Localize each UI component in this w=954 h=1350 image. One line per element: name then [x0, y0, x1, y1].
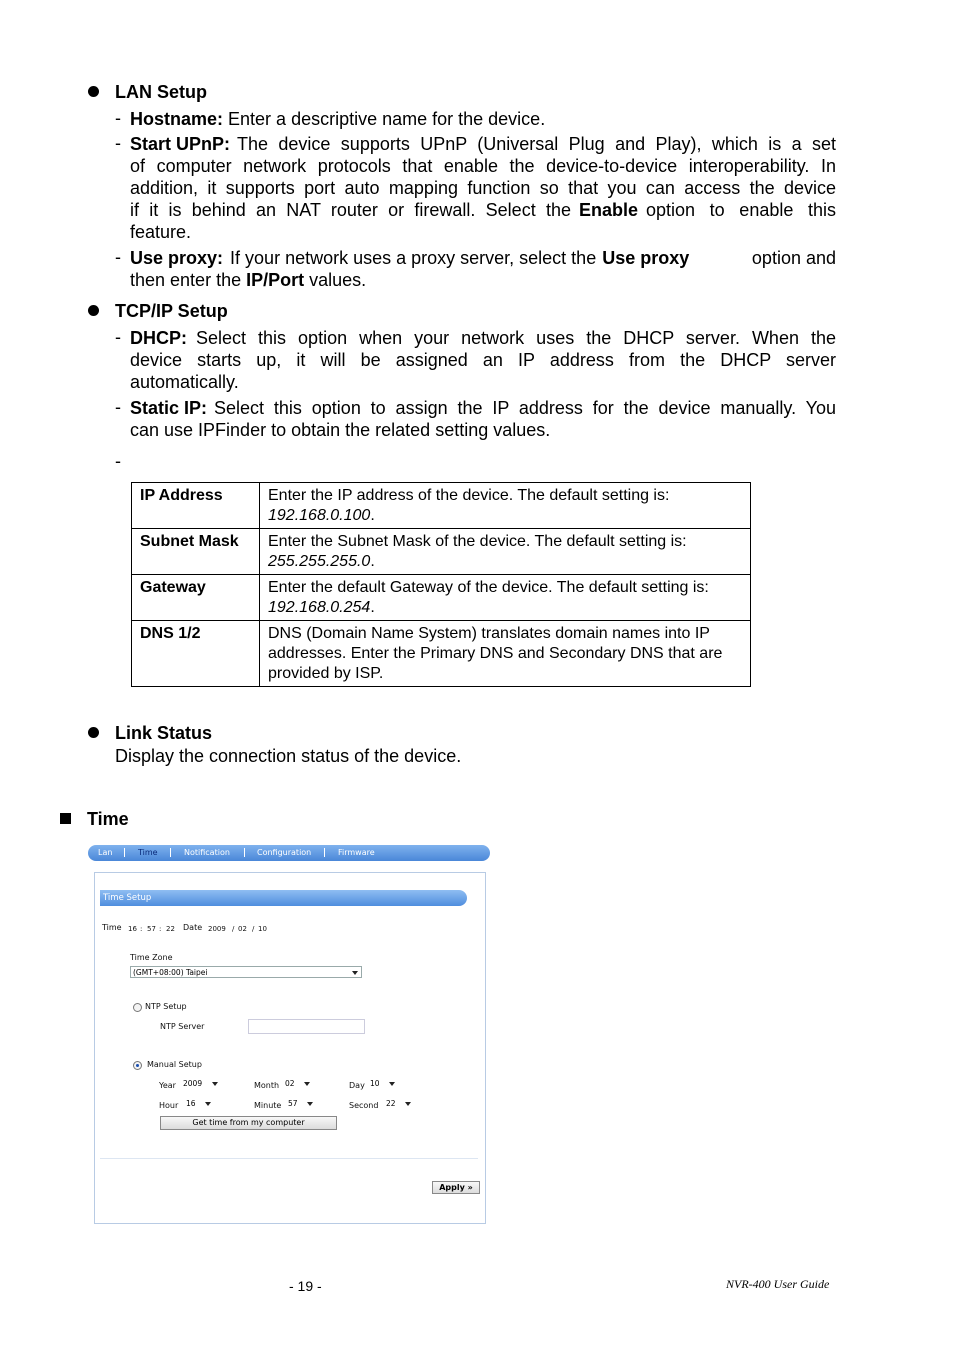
time-zone-label: Time Zone — [130, 953, 173, 962]
time-hour: 16 — [128, 925, 137, 933]
tab-lan[interactable]: Lan — [98, 848, 113, 857]
date-sep: / — [232, 925, 235, 933]
proxy-ipport-word: IP/Port — [246, 270, 305, 290]
proxy-item — [130, 247, 836, 291]
dhcp-line2: device starts up, it will be assigned an IP address from the DHCP server — [130, 350, 836, 370]
panel-title: Time Setup — [100, 890, 467, 906]
table-desc-text: Enter the IP address of the device. The default setting is: — [268, 487, 670, 504]
table-default-value: 192.168.0.254 — [268, 599, 371, 616]
ntp-setup-radio[interactable] — [133, 1003, 142, 1012]
lan-setup-heading: LAN Setup — [115, 82, 207, 102]
upnp-label: Start UPnP: — [130, 134, 231, 154]
table-desc — [260, 529, 751, 575]
table-key: Gateway — [132, 575, 260, 621]
second-label: Second — [349, 1101, 379, 1110]
chevron-down-icon — [352, 971, 358, 975]
ntp-setup-label: NTP Setup — [145, 1002, 187, 1011]
hostname-label: Hostname: — [130, 109, 224, 129]
apply-button[interactable]: Apply » — [432, 1181, 480, 1194]
dhcp-label: DHCP: — [130, 328, 187, 348]
table-default-value: 255.255.255.0 — [268, 553, 371, 570]
tab-firmware[interactable]: Firmware — [338, 848, 375, 857]
table-key: DNS 1/2 — [132, 621, 260, 687]
time-zone-select[interactable] — [130, 966, 362, 978]
table-row — [132, 575, 751, 621]
bullet-icon — [88, 86, 99, 97]
year-select[interactable] — [181, 1078, 221, 1090]
date-label: Date — [183, 923, 203, 932]
hostname-item — [130, 108, 545, 130]
table-suffix: . — [370, 599, 375, 616]
get-time-from-computer-button[interactable]: Get time from my computer — [160, 1116, 337, 1130]
date-month: 02 — [238, 925, 247, 933]
hour-value: 16 — [186, 1099, 196, 1108]
chevron-down-icon — [405, 1102, 411, 1106]
proxy-line1c: option and — [751, 248, 836, 268]
date-year: 2009 — [208, 925, 226, 933]
time-sep: : — [140, 925, 143, 933]
table-suffix: . — [370, 507, 375, 524]
upnp-enable-word: Enable — [578, 200, 638, 220]
minute-select[interactable] — [286, 1098, 316, 1110]
table-row — [132, 483, 751, 529]
table-key: Subnet Mask — [132, 529, 260, 575]
tab-bar — [88, 845, 490, 861]
upnp-line5: feature. — [130, 222, 192, 242]
dhcp-item — [130, 327, 836, 393]
chevron-down-icon — [212, 1082, 218, 1086]
page-number: - 19 - — [289, 1278, 322, 1294]
time-setup-panel — [94, 872, 486, 1224]
tab-notification[interactable]: Notification — [184, 848, 230, 857]
time-second: 22 — [166, 925, 175, 933]
bullet-icon — [88, 305, 99, 316]
dhcp-line1: Select this option when your network uses the DHCP server. When the — [196, 328, 836, 348]
year-label: Year — [159, 1081, 176, 1090]
dash: - — [115, 108, 121, 128]
proxy-use-word: Use proxy — [602, 248, 690, 268]
month-value: 02 — [285, 1079, 295, 1088]
tab-separator — [170, 848, 171, 857]
day-select[interactable] — [368, 1078, 398, 1090]
time-heading: Time — [87, 809, 129, 829]
proxy-line2c: values. — [309, 270, 367, 290]
tab-time[interactable]: Time — [138, 848, 158, 857]
proxy-line1a: If your network uses a proxy server, select the — [230, 248, 597, 268]
time-setup-screenshot — [88, 843, 492, 1227]
dash: - — [115, 327, 121, 347]
table-desc-text: Enter the Subnet Mask of the device. The default setting is: — [268, 533, 687, 550]
table-row — [132, 529, 751, 575]
chevron-down-icon — [304, 1082, 310, 1086]
guide-title: NVR-400 User Guide — [726, 1277, 830, 1291]
upnp-line2: of computer network protocols that enable the device-to-device interoperability. In — [130, 156, 836, 176]
manual-setup-radio[interactable] — [133, 1061, 142, 1070]
upnp-line4a: if it is behind an NAT router or firewall. Select the — [130, 200, 571, 220]
time-minute: 57 — [147, 925, 156, 933]
static-line2: can use IPFinder to obtain the related setting values. — [130, 420, 551, 440]
tab-separator — [244, 848, 245, 857]
tab-separator — [324, 848, 325, 857]
dash: - — [115, 451, 121, 471]
table-desc — [260, 575, 751, 621]
dash: - — [115, 133, 121, 153]
static-ip-item — [130, 397, 836, 441]
table-key: IP Address — [132, 483, 260, 529]
hostname-text: Enter a descriptive name for the device. — [228, 109, 546, 129]
day-label: Day — [349, 1081, 365, 1090]
time-zone-value: (GMT+08:00) Taipei — [133, 968, 208, 977]
static-ip-label: Static IP: — [130, 398, 208, 418]
table-row — [132, 621, 751, 687]
link-status-heading: Link Status — [115, 723, 213, 743]
hour-label: Hour — [159, 1101, 179, 1110]
upnp-line3: addition, it supports port auto mapping function so that you can access the device — [130, 178, 836, 198]
date-sep: / — [252, 925, 255, 933]
second-select[interactable] — [384, 1098, 414, 1110]
second-value: 22 — [386, 1099, 396, 1108]
static-line1: Select this option to assign the IP address for the device manually. You — [214, 398, 836, 418]
upnp-line4c: option to enable this — [646, 200, 836, 220]
date-day: 10 — [258, 925, 267, 933]
proxy-label: Use proxy: — [130, 248, 224, 268]
time-sep: : — [159, 925, 162, 933]
chevron-down-icon — [205, 1102, 211, 1106]
month-label: Month — [254, 1081, 280, 1090]
minute-value: 57 — [288, 1099, 298, 1108]
time-label: Time — [102, 923, 122, 932]
upnp-item — [130, 133, 836, 243]
month-select[interactable] — [283, 1078, 313, 1090]
dash: - — [115, 247, 121, 267]
link-status-text: Display the connection status of the device. — [115, 746, 462, 766]
bullet-icon — [88, 727, 99, 738]
table-desc — [260, 621, 751, 687]
table-desc-text: DNS (Domain Name System) translates domain names into IP addresses. Enter the Primary DNS and Secondary DNS that are provided by ISP. — [268, 625, 723, 682]
tab-configuration[interactable]: Configuration — [257, 848, 312, 857]
table-suffix: . — [370, 553, 375, 570]
minute-label: Minute — [254, 1101, 282, 1110]
day-value: 10 — [370, 1079, 380, 1088]
dash: - — [115, 397, 121, 417]
table-default-value: 192.168.0.100 — [268, 507, 371, 524]
upnp-line1: The device supports UPnP (Universal Plug and Play), which is a set — [237, 134, 836, 154]
manual-setup-label: Manual Setup — [147, 1060, 202, 1069]
proxy-line2a: then enter the — [130, 270, 242, 290]
tcpip-settings-table — [131, 482, 751, 687]
square-bullet-icon — [60, 813, 71, 824]
ntp-server-label: NTP Server — [160, 1022, 205, 1031]
hour-select[interactable] — [184, 1098, 214, 1110]
chevron-down-icon — [307, 1102, 313, 1106]
table-desc — [260, 483, 751, 529]
tcpip-setup-heading: TCP/IP Setup — [115, 301, 228, 321]
divider — [100, 1158, 478, 1159]
table-desc-text: Enter the default Gateway of the device. The default setting is: — [268, 579, 709, 596]
ntp-server-input[interactable] — [248, 1019, 365, 1034]
chevron-down-icon — [389, 1082, 395, 1086]
dhcp-line3: automatically. — [130, 372, 239, 392]
year-value: 2009 — [183, 1079, 203, 1088]
tab-separator — [124, 848, 125, 857]
